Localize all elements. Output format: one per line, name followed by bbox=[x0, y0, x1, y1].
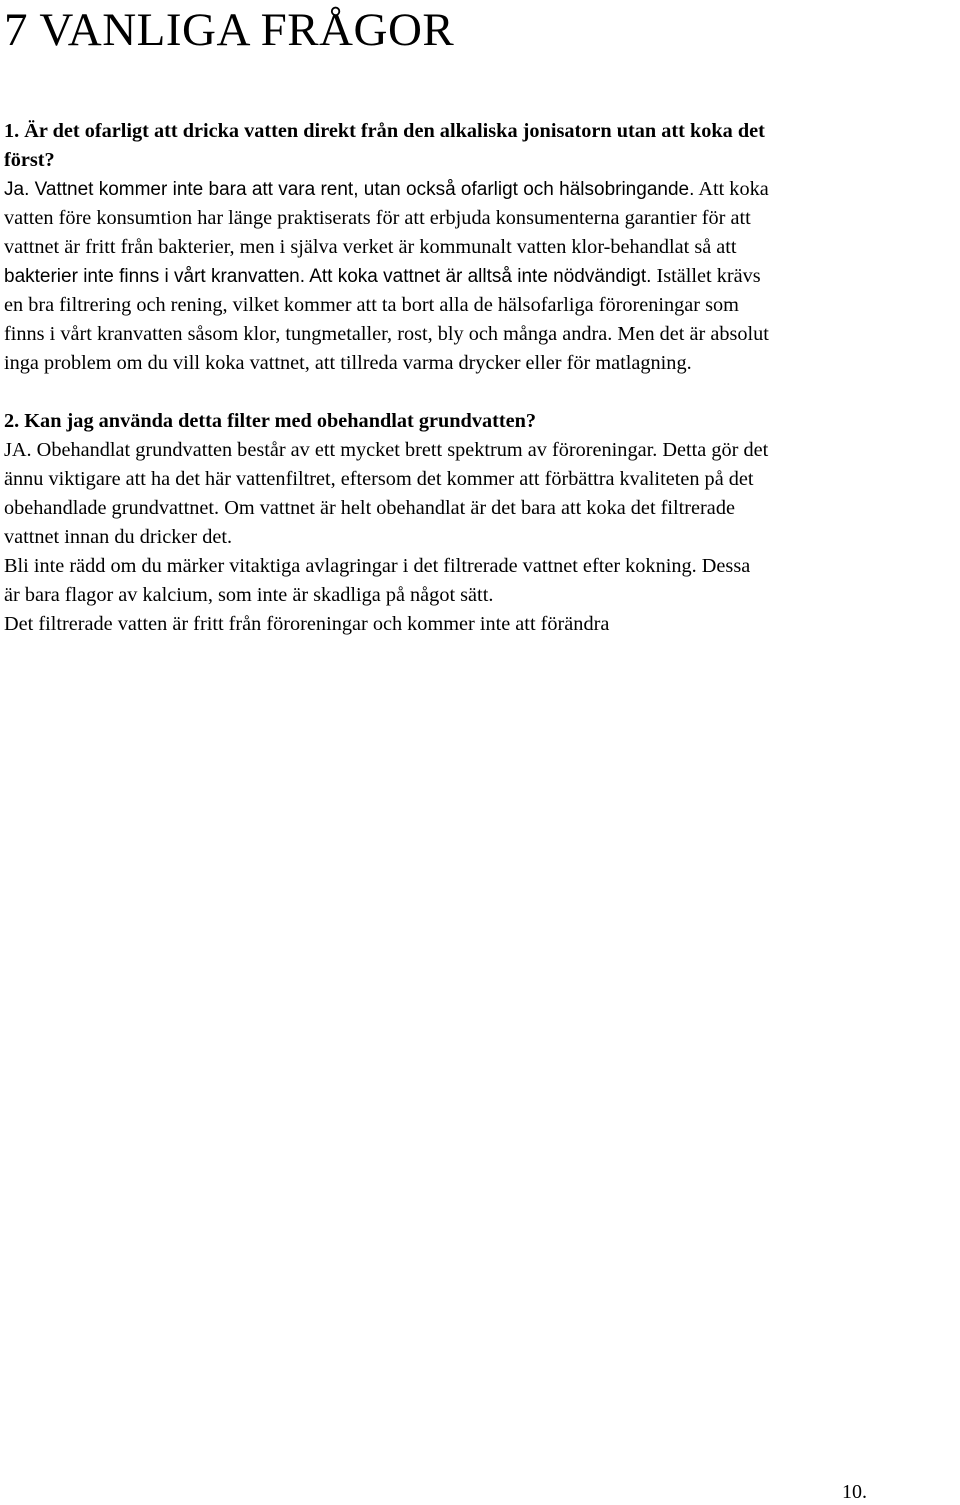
answer-2-line-6: är bara flagor av kalcium, som inte är skadliga på något sätt. bbox=[4, 584, 494, 606]
answer-2-text-3a: obehandlade grundvattnet. bbox=[4, 497, 220, 519]
answer-2-text-5a: Bli inte rädd om du märker vitaktiga avlagringar i det filtrerade vattnet efter kokning. bbox=[4, 555, 697, 577]
question-1-line-1: 1. Är det ofarligt att dricka vatten direkt från den alkaliska jonisatorn utan att koka det bbox=[4, 120, 765, 142]
question-1-line-2: först? bbox=[4, 149, 55, 171]
answer-1-text-1a: Ja. Vattnet kommer inte bara att vara rent, utan också ofarligt och hälsobringande. bbox=[4, 179, 695, 200]
answer-2-text-1b: Detta gör det bbox=[657, 439, 769, 461]
answer-1-text-4a: bakterier inte finns i vårt kranvatten. Att koka vattnet är alltså inte nödvändigt. bbox=[4, 266, 652, 287]
page-title: 7 VANLIGA FRÅGOR bbox=[4, 4, 455, 56]
answer-1-line-2: vatten före konsumtion har länge praktiserats för att erbjuda konsumenterna garantier för att bbox=[4, 207, 751, 229]
answer-1-line-1 bbox=[4, 175, 959, 204]
paragraph-gap bbox=[4, 378, 959, 407]
answer-1-text-6b: Men det är absolut bbox=[612, 323, 769, 345]
answer-2-text-3b: Om vattnet är helt obehandlat är det bara att koka det filtrerade bbox=[219, 497, 735, 519]
answer-2-line-1 bbox=[4, 436, 959, 465]
answer-1-line-4 bbox=[4, 262, 959, 291]
answer-1-line-7: inga problem om du vill koka vattnet, att tillreda varma drycker eller för matlagning. bbox=[4, 352, 692, 374]
answer-1-text-6a: finns i vårt kranvatten såsom klor, tungmetaller, rost, bly och många andra. bbox=[4, 323, 613, 345]
answer-2-text-1a: JA. Obehandlat grundvatten består av ett mycket brett spektrum av föroreningar. bbox=[4, 439, 658, 461]
answer-1-line-5: en bra filtrering och rening, vilket kommer att ta bort alla de hälsofarliga föroreningar som bbox=[4, 294, 739, 316]
faq-content bbox=[4, 117, 959, 639]
question-2: 2. Kan jag använda detta filter med obehandlat grundvatten? bbox=[4, 410, 537, 432]
answer-1-text-1b: Att koka bbox=[694, 178, 769, 200]
answer-1-line-3: vattnet är fritt från bakterier, men i själva verket är kommunalt vatten klor-behandlat så att bbox=[4, 236, 737, 258]
answer-1-line-6 bbox=[4, 320, 959, 349]
answer-2-line-2: ännu viktigare att ha det här vattenfiltret, eftersom det kommer att förbättra kvaliteten på det bbox=[4, 468, 754, 490]
answer-2-line-4: vattnet innan du dricker det. bbox=[4, 526, 233, 548]
answer-1-text-4b: Istället krävs bbox=[651, 265, 761, 287]
answer-2-line-3 bbox=[4, 494, 959, 523]
answer-2-line-5 bbox=[4, 552, 959, 581]
answer-2-text-5b: Dessa bbox=[696, 555, 751, 577]
answer-2-line-7: Det filtrerade vatten är fritt från föroreningar och kommer inte att förändra bbox=[4, 613, 610, 635]
page-number: 10. bbox=[842, 1481, 867, 1503]
